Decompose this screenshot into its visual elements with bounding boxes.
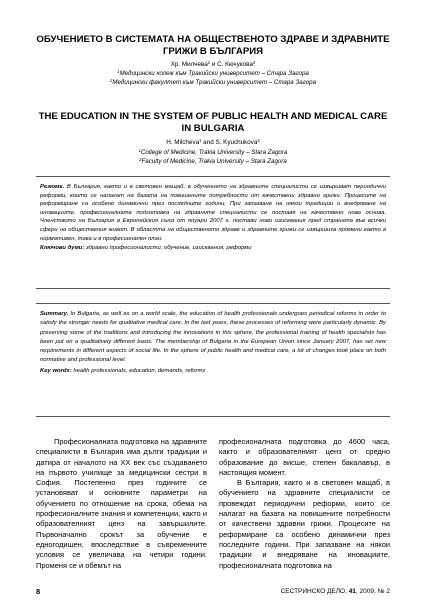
abstract-bg-bottom-rule xyxy=(36,288,390,289)
authors-en xyxy=(36,139,390,147)
affiliation-1-bg xyxy=(36,70,390,79)
keywords-bg-label: Ключови думи: xyxy=(40,245,85,252)
title-en: THE EDUCATION IN THE SYSTEM OF PUBLIC HEALTH AND MEDICAL CARE IN BULGARIA xyxy=(38,111,388,134)
body-column-left xyxy=(36,437,207,571)
body-left-paragraph-1: Професионалната подготовка на здравните специалисти в България има дълги традиции и датира от началото на ХХ век със създаването на първото училище за медицински сестри в София. Постепенно през годините се установяват и основните параметри на обучението по отношение на срока, обема на професионалните знания и компетенции, както и образователният ценз на завършилите. Първоначално срокът за обучение е едногодишен, впоследствие в съвременните условия се увеличава на четири години. Променя се и обемът на xyxy=(36,437,207,570)
affiliation-1-en-sup: 1 xyxy=(138,148,141,153)
keywords-bg xyxy=(40,244,386,253)
keywords-en xyxy=(40,367,386,376)
abstract-en-bottom-rule xyxy=(36,416,390,417)
author-2-en-sup: 2 xyxy=(257,138,260,143)
affiliations-bg xyxy=(36,70,390,87)
author-1-bg: Хр. Милчева xyxy=(170,61,208,68)
author-separator-bg: и xyxy=(210,61,218,68)
affiliation-2-bg-sup: 2 xyxy=(109,77,113,83)
affiliation-2-en xyxy=(36,158,390,167)
author-2-en: S. Kyuchukova xyxy=(215,139,258,146)
affiliation-2-bg xyxy=(36,79,390,88)
affiliation-2-en-sup: 2 xyxy=(139,156,142,162)
affiliation-1-bg-sup: 1 xyxy=(117,69,120,74)
journal-footer xyxy=(281,588,390,596)
author-separator-en: and xyxy=(201,139,216,146)
journal-year-issue: , 2009, № 2 xyxy=(355,588,390,595)
author-2-bg-sup: 2 xyxy=(252,60,256,65)
affiliations-en xyxy=(36,149,390,166)
abstract-en xyxy=(36,306,390,379)
affiliation-2-en-text: Faculty of Medicine, Trakia University – Stara Zagora xyxy=(141,157,287,165)
abstract-en-top-rule xyxy=(36,303,390,304)
author-1-bg-sup: 1 xyxy=(207,60,211,65)
author-1-en-sup: 1 xyxy=(199,138,202,143)
abstract-bg-label: Резюме. xyxy=(40,184,65,190)
page-number: 8 xyxy=(36,587,41,596)
abstract-en-label: Summary. xyxy=(40,311,69,317)
author-2-bg: С. Кючукова xyxy=(217,61,253,68)
journal-volume: 41 xyxy=(348,588,356,595)
body-right-paragraph-2: В България, както и в световен мащаб, в обучението на здравните специалисти се провеждат периодични реформи, които се налагат на базата на повишените потребности от качествени здравни грижи. Процесите на реформиране са особено динамични през последните години. При запазване на някои традиции и внедряване на иновациите, професионалната подготовка на xyxy=(219,478,390,570)
abstract-en-text: In Bulgaria, as well as on a world scale, the education of health professionals undergoes periodical reforms in order to satisfy the stronger needs for qualitative medical care. In the last years, these processes of reforming were particularly dynamic. By preserving some of the traditions and introducing the innovations in this sphere, the professional training of health specialists has been put on a qualitatively different basis. The membership of Bulgaria in the European Union since January 2007, has set new requirements in different aspects of social life. In the sphere of public health and medical care, a lot of changes took place on both normative and professional level. xyxy=(40,311,386,364)
keywords-bg-text: здравни професионалисти, обучение, изисквания, реформи xyxy=(85,245,252,252)
title-bg: ОБУЧЕНИЕТО В СИСТЕМАТА НА ОБЩЕСТВЕНОТО ЗДРАВЕ И ЗДРАВНИТЕ ГРИЖИ В БЪЛГАРИЯ xyxy=(36,34,390,57)
authors-bg xyxy=(36,61,390,69)
journal-name: СЕСТРИНСКО ДЕЛО, xyxy=(280,588,349,595)
body-column-right xyxy=(219,437,390,571)
abstract-bg xyxy=(36,179,390,256)
abstract-bg-top-rule xyxy=(36,176,390,177)
affiliation-2-bg-text: Медицински факултет към Тракийски университет – Стара Загора xyxy=(112,78,317,86)
keywords-en-text: health professionals, education, demands, reforms xyxy=(73,367,206,374)
abstract-bg-text: В България, както и в световен мащаб, в обучението на здравните специалисти се извършват периодични реформи, които се налагат на базата на повишените потребности от качествени здравни грижи. Процесите на реформиране са особено динамични през последните години. При запазване на някои традиции и внедряване на иновациите, професионалната подготовка на здравните специалисти се поставя на качествено нова основа. Членството на България в Европейския съюз от януари 2007 г. постави нови изисквания пред страната във всички сфери на обществения живот. В областта на общественото здраве и здравните грижи се извършиха промени както в нормативен, така и в професионален план. xyxy=(40,184,387,242)
keywords-en-label: Key words: xyxy=(40,367,72,374)
body-right-paragraph-1: професионалната подготовка до 4600 часа, както и образователният ценз от средно образование до висше, степен бакалавър, в настоящия момент. xyxy=(219,437,390,477)
affiliation-1-bg-text: Медицински колеж към Тракийски университет – Стара Загора xyxy=(119,70,309,77)
affiliation-1-en xyxy=(36,149,390,158)
affiliation-1-en-text: College of Medicine, Trakia University – Stara Zagora xyxy=(140,149,288,156)
author-1-en: H. Milcheva xyxy=(166,139,200,146)
